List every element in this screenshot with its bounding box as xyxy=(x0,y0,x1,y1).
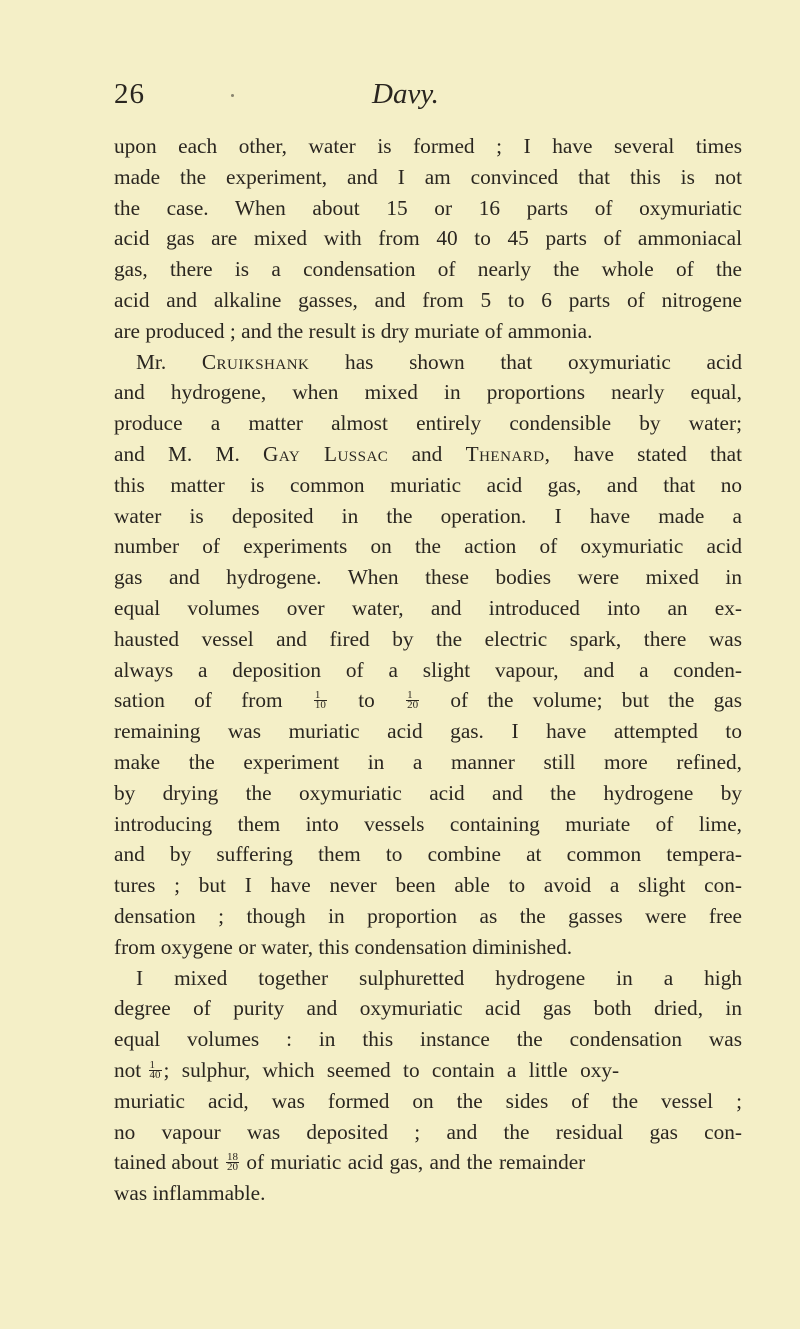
fraction-numerator: 1 xyxy=(406,691,419,701)
body-text xyxy=(114,131,742,1209)
text-span: not xyxy=(114,1057,142,1082)
text-line: and by suffering them to combine at common tempera- xyxy=(114,842,742,867)
text-line: produce a matter almost entirely condensible by water; xyxy=(114,411,742,436)
fraction-denominator: 20 xyxy=(407,698,419,711)
text-span: to xyxy=(358,688,375,713)
text-line: upon each other, water is formed ; I have several times xyxy=(114,134,742,158)
fraction-denominator: 10 xyxy=(314,698,326,711)
text-span: ; sulphur, which seemed to contain a little oxy- xyxy=(163,1057,620,1082)
fraction-numerator: 1 xyxy=(149,1061,162,1071)
person-name: Cruikshank xyxy=(201,349,310,374)
text-span: tained about xyxy=(114,1150,219,1175)
text-line: tures ; but I have never been able to avoid a slight con- xyxy=(114,873,742,898)
fraction xyxy=(226,1150,239,1173)
fraction-denominator: 20 xyxy=(227,1160,239,1173)
text-line: this matter is common muriatic acid gas, and that no xyxy=(114,472,742,497)
fraction xyxy=(406,688,419,711)
text-line: number of experiments on the action of oxymuriatic acid xyxy=(114,534,742,559)
text-span: has shown that oxymuriatic acid xyxy=(309,349,742,374)
text-line: from oxygene or water, this condensation diminished. xyxy=(114,934,573,959)
text-line: was inflammable. xyxy=(114,1181,266,1206)
text-line: by drying the oxymuriatic acid and the hydrogene by xyxy=(114,780,742,805)
text-line: no vapour was deposited ; and the residual gas con- xyxy=(114,1119,742,1144)
text-line: gas, there is a condensation of nearly the whole of the xyxy=(114,257,742,282)
text-span: have stated that xyxy=(550,441,743,466)
text-line xyxy=(114,1055,742,1086)
text-span: of the volume; but the gas xyxy=(450,688,742,713)
text-line: muriatic acid, was formed on the sides of the vessel ; xyxy=(114,1088,742,1113)
page-header xyxy=(0,78,800,118)
text-line: densation ; though in proportion as the gasses were free xyxy=(114,903,742,928)
text-line: the case. When about 15 or 16 parts of oxymuriatic xyxy=(114,195,742,220)
text-span: Mr. xyxy=(136,349,202,374)
text-line: introducing them into vessels containing muriate of lime, xyxy=(114,811,742,836)
text-line xyxy=(114,685,742,716)
text-line: and hydrogene, when mixed in proportions nearly equal, xyxy=(114,380,742,405)
text-span: and M. M. xyxy=(114,441,264,466)
fraction xyxy=(149,1058,162,1081)
text-line: equal volumes : in this instance the condensation was xyxy=(114,1027,742,1052)
text-line: remaining was muriatic acid gas. I have attempted to xyxy=(114,719,742,744)
text-line: always a deposition of a slight vapour, and a conden- xyxy=(114,657,742,682)
text-line: acid gas are mixed with from 40 to 45 parts of ammoniacal xyxy=(114,226,742,251)
text-line: degree of purity and oxymuriatic acid gas both dried, in xyxy=(114,996,742,1021)
text-span: and xyxy=(388,441,466,466)
page-number: 26 xyxy=(114,78,145,110)
text-line xyxy=(114,347,742,378)
person-name: Thenard, xyxy=(465,441,551,466)
text-line: made the experiment, and I am convinced that this is not xyxy=(114,164,742,189)
text-line: acid and alkaline gasses, and from 5 to 6 parts of nitrogene xyxy=(114,287,742,312)
text-line xyxy=(114,439,742,470)
text-line: gas and hydrogene. When these bodies were mixed in xyxy=(114,565,742,590)
running-title: Davy. xyxy=(372,78,439,110)
fraction xyxy=(314,688,327,711)
text-line: make the experiment in a manner still more refined, xyxy=(114,749,742,774)
person-name: Gay Lussac xyxy=(263,441,389,466)
fraction-numerator: 18 xyxy=(227,1150,239,1163)
text-span: of muriatic acid gas, and the remainder xyxy=(246,1150,586,1175)
text-line: equal volumes over water, and introduced into an ex- xyxy=(114,595,742,620)
text-line: hausted vessel and fired by the electric spark, there was xyxy=(114,626,742,651)
fraction-numerator: 1 xyxy=(314,691,327,701)
text-line: I mixed together sulphuretted hydrogene in a high xyxy=(136,965,742,990)
header-dot xyxy=(231,94,234,97)
fraction-denominator: 40 xyxy=(149,1068,161,1081)
text-span: sation of from xyxy=(114,688,283,713)
text-line: water is deposited in the operation. I have made a xyxy=(114,503,742,528)
text-line: are produced ; and the result is dry muriate of ammonia. xyxy=(114,318,593,343)
text-line xyxy=(114,1147,742,1178)
